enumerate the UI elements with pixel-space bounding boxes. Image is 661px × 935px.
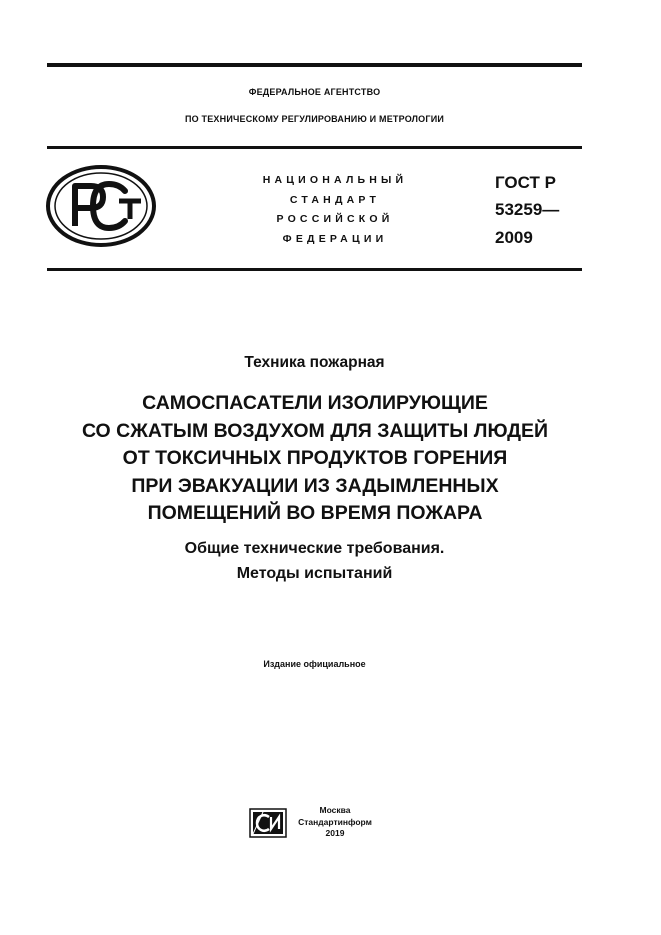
edition-note: Издание официальное (263, 659, 366, 669)
gost-designation-line-2: 53259— (495, 200, 560, 219)
title-line: ПОМЕЩЕНИЙ ВО ВРЕМЯ ПОЖАРА (147, 502, 483, 524)
publisher-block (295, 805, 375, 840)
document-title (20, 390, 610, 528)
gost-designation-line-1: ГОСТ Р (495, 173, 556, 192)
title-line: ПРИ ЭВАКУАЦИИ ИЗ ЗАДЫМЛЕННЫХ (131, 474, 499, 497)
middle-rule (47, 146, 582, 149)
title-line: СО СЖАТЫМ ВОЗДУХОМ ДЛЯ ЗАЩИТЫ ЛЮДЕЙ (81, 419, 549, 442)
standard-type-line-2: СТАНДАРТ (289, 194, 381, 206)
requirements-line-2: Методы испытаний (236, 565, 393, 582)
gost-designation-line-3: 2009 (495, 228, 533, 247)
publisher-year: 2019 (325, 828, 345, 838)
title-line: САМОСПАСАТЕЛИ ИЗОЛИРУЮЩИЕ (142, 392, 488, 414)
publisher-city: Москва (319, 805, 351, 815)
publisher-name: Стандартинформ (298, 816, 372, 827)
title-line: ОТ ТОКСИЧНЫХ ПРОДУКТОВ ГОРЕНИЯ (122, 447, 508, 469)
standard-type-line-4: ФЕДЕРАЦИИ (282, 233, 388, 245)
requirements-line-1: Общие технические требования. (184, 540, 445, 557)
requirements-heading (47, 536, 582, 586)
document-subtitle: Техника пожарная (244, 354, 385, 371)
agency-line-2: ПО ТЕХНИЧЕСКОМУ РЕГУЛИРОВАНИЮ И МЕТРОЛОГИИ (184, 114, 445, 124)
standartinform-logo-icon (249, 808, 287, 838)
gost-rst-mark-icon (45, 164, 157, 248)
agency-line-1: ФЕДЕРАЛЬНОЕ АГЕНТСТВО (248, 87, 381, 97)
standard-type-line-3: РОССИЙСКОЙ (276, 213, 394, 225)
standard-type-line-1: НАЦИОНАЛЬНЫЙ (262, 174, 408, 186)
bottom-rule (47, 268, 582, 271)
top-rule (47, 63, 582, 67)
